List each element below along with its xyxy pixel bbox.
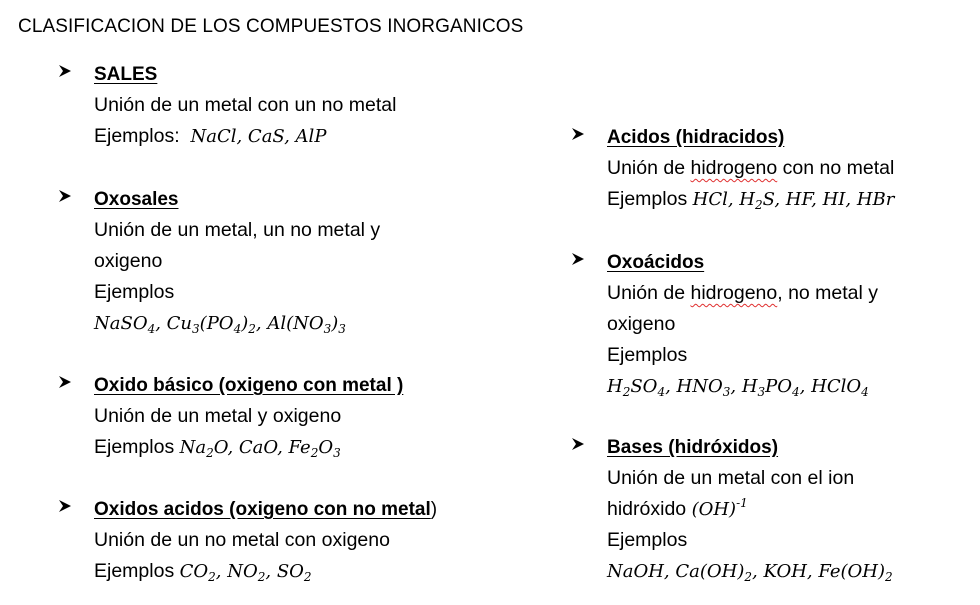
examples-line (94, 308, 380, 339)
examples-line (607, 371, 878, 402)
section-bases (571, 432, 893, 587)
section-heading: Oxido básico (oxigeno con metal ) (94, 375, 404, 396)
section-acidos (571, 122, 894, 215)
examples-label: Ejemplos (607, 529, 688, 551)
section-description: Unión de hidrogeno con no metal (607, 157, 895, 179)
arrow-bullet-icon (58, 189, 72, 203)
page-title: CLASIFICACION DE LOS COMPUESTOS INORGANICOS (18, 16, 524, 37)
examples-formulas: HCl, $H_2S$, HF, HI, HBr (692, 189, 895, 212)
examples-label: Ejemplos (94, 281, 175, 303)
section-description: Unión de un metal y oxigeno (94, 405, 342, 427)
arrow-bullet-icon (571, 252, 585, 266)
examples-formulas: NaOH, $Ca(OH)_2$, KOH, $Fe(OH)_2$ (607, 561, 893, 584)
arrow-bullet-icon (58, 375, 72, 389)
examples-label: Ejemplos (607, 344, 688, 366)
examples-line: Ejemplos $CO_2$, $NO_2$, $SO_2$ (94, 560, 312, 584)
arrow-bullet-icon (571, 127, 585, 141)
section-oxidos-acidos (58, 494, 437, 587)
arrow-bullet-icon (58, 64, 72, 78)
section-description-cont: hidróxido (OH)$^{-1}$ (607, 496, 748, 520)
examples-formulas: $CO_2$, $NO_2$, $SO_2$ (179, 561, 312, 584)
section-description: Unión de un metal con el ion (607, 467, 855, 489)
examples-formulas: $Na_2O$, CaO, $Fe_2O_3$ (179, 437, 341, 460)
ion-formula: (OH)$^{-1}$ (691, 496, 748, 520)
section-heading: Acidos (hidracidos) (607, 127, 785, 148)
section-heading: Bases (hidróxidos) (607, 437, 779, 458)
examples-line: Ejemplos HCl, $H_2S$, HF, HI, HBr (607, 188, 895, 212)
section-oxido-basico (58, 370, 403, 463)
section-description: Unión de hidrogeno, no metal y (607, 282, 879, 304)
section-description: Unión de un no metal con oxigeno (94, 529, 390, 551)
examples-line (607, 556, 893, 587)
arrow-bullet-icon (571, 437, 585, 451)
spellcheck-word: hidrogeno (690, 282, 778, 304)
section-description-cont: oxigeno (94, 250, 163, 272)
examples-line: Ejemplos $Na_2O$, CaO, $Fe_2O_3$ (94, 436, 341, 460)
section-heading: SALES (94, 64, 158, 85)
section-description: Unión de un metal, un no metal y (94, 219, 381, 241)
section-oxoacidos (571, 247, 878, 402)
section-oxosales (58, 184, 380, 339)
section-description-cont: oxigeno (607, 313, 676, 335)
spellcheck-word: hidrogeno (690, 157, 778, 179)
examples-formulas: NaCl, CaS, AlP (190, 126, 327, 147)
examples-formulas: $H_2SO_4$, $HNO_3$, $H_3PO_4$, HClO$_4$ (607, 376, 869, 399)
examples-line: Ejemplos: NaCl, CaS, AlP (94, 125, 327, 147)
examples-formulas: NaSO$_4$, $Cu_3(PO_4)_2$, $Al(NO_3)_3$ (94, 313, 346, 336)
section-heading: Oxosales (94, 189, 179, 210)
section-description: Unión de un metal con un no metal (94, 94, 397, 116)
section-sales (58, 59, 396, 152)
arrow-bullet-icon (58, 499, 72, 513)
section-heading: Oxidos acidos (oxigeno con no metal) (94, 499, 438, 520)
section-heading: Oxoácidos (607, 252, 705, 273)
